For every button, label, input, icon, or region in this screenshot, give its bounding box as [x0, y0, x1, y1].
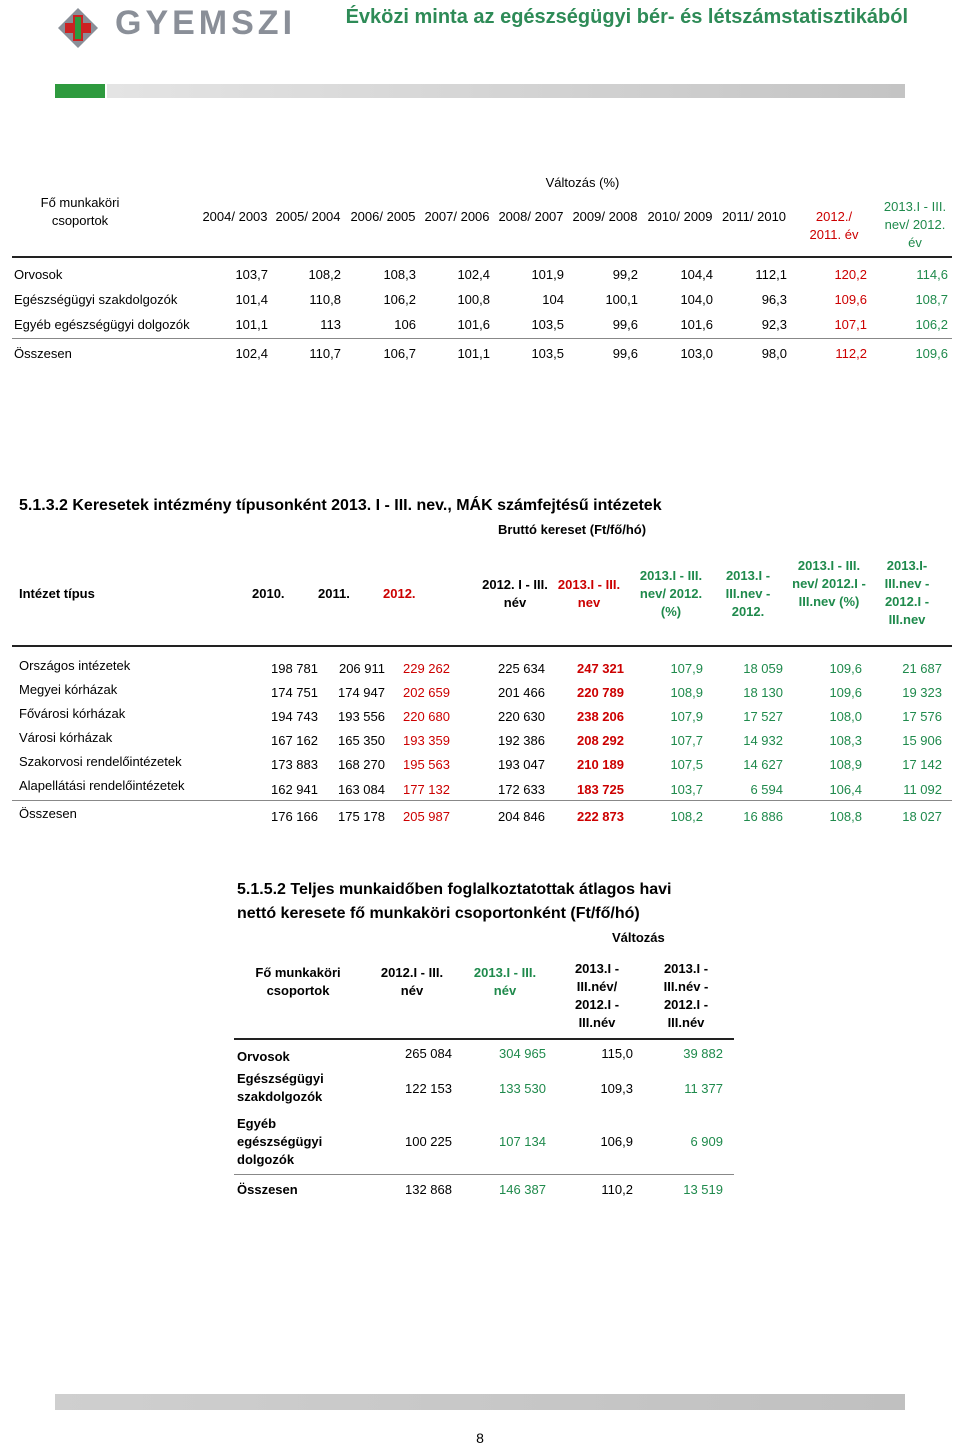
table2-cell: 183 725	[577, 782, 624, 797]
table2-cell: 195 563	[403, 757, 450, 772]
table2-header-rule	[12, 645, 952, 647]
table3-cell: 13 519	[683, 1182, 723, 1197]
table1-cell: 104,0	[680, 292, 713, 307]
table2-col-header: 2013.I - III. nev	[557, 577, 621, 610]
table1-cell: 101,1	[235, 317, 268, 332]
table2-cell: 176 166	[271, 809, 318, 824]
gyemszi-logo-icon	[56, 6, 100, 50]
table2-row-label: Országos intézetek	[19, 658, 131, 673]
table2-col-header: 2013.I - III.nev - 2012.	[725, 568, 771, 619]
table3-cell: 39 882	[683, 1046, 723, 1061]
table1-cell: 109,6	[915, 346, 948, 361]
table1-row-label: Orvosok	[14, 267, 63, 282]
page-number: 8	[476, 1430, 484, 1446]
table2-cell: 222 873	[577, 809, 624, 824]
table2-cell: 108,2	[670, 809, 703, 824]
table2-row-label: Fővárosi kórházak	[19, 706, 126, 721]
table1-cell: 110,7	[309, 346, 341, 361]
table2-row-label: Megyei kórházak	[19, 682, 118, 697]
table1-cell: 101,4	[235, 292, 268, 307]
table3-cell: 304 965	[499, 1046, 546, 1061]
table2-cell: 247 321	[577, 661, 624, 676]
table1-col-header: 2007/ 2006	[424, 209, 490, 224]
header-bar-grey	[107, 84, 905, 98]
table2-col-header: 2013.I - III. nev/ 2012. (%)	[639, 568, 703, 619]
table2-cell: 107,7	[670, 733, 703, 748]
table1-cell: 106,7	[383, 346, 416, 361]
table2-cell: 174 947	[338, 685, 385, 700]
table1-cell: 104	[542, 292, 564, 307]
table1-cell: 108,2	[308, 267, 341, 282]
table1-cell: 106,2	[915, 317, 948, 332]
table3-row-header: Fő munkaköri csoportok	[255, 965, 341, 998]
table3-col-header: 2013.I - III. név	[473, 965, 537, 998]
table2-cell: 14 627	[743, 757, 783, 772]
table1-col-header: 2006/ 2005	[350, 209, 416, 224]
table2-cell: 198 781	[271, 661, 318, 676]
table3-col-header: 2012.I - III. név	[380, 965, 444, 998]
table2-cell: 107,9	[670, 709, 703, 724]
table2-cell: 193 556	[338, 709, 385, 724]
table3-cell: 110,2	[601, 1182, 633, 1197]
table1-cell: 99,6	[612, 317, 638, 332]
table2-col-header: 2013.I - III. nev/ 2012.I - III.nev (%)	[792, 558, 866, 609]
table2-cell: 108,8	[829, 809, 862, 824]
table2-cell: 210 189	[577, 757, 624, 772]
table1-cell: 96,3	[761, 292, 787, 307]
table2-row-header: Intézet típus	[19, 586, 95, 601]
table2-cell: 14 932	[743, 733, 783, 748]
section3-title-line1: 5.1.5.2 Teljes munkaidőben foglalkoztatottak átlagos havi	[237, 881, 672, 898]
table1-cell: 113	[320, 317, 341, 332]
table3-cell: 106,9	[600, 1134, 633, 1149]
table1-row-header: Fő munkaköri csoportok	[40, 195, 120, 228]
table2-cell: 19 323	[902, 685, 942, 700]
table2-cell: 220 789	[577, 685, 624, 700]
table1-col-header: 2010/ 2009	[647, 209, 713, 224]
table2-cell: 205 987	[403, 809, 450, 824]
table3-row-label: Orvosok	[237, 1049, 290, 1064]
table1-cell: 106	[394, 317, 416, 332]
table2-cell: 208 292	[577, 733, 624, 748]
table2-cell: 173 883	[271, 757, 318, 772]
table3-cell: 132 868	[405, 1182, 452, 1197]
table2-cell: 172 633	[498, 782, 545, 797]
table2-cell: 108,9	[670, 685, 703, 700]
table1-col-header: 2012./ 2011. év	[809, 209, 859, 242]
table1-cell: 112,2	[835, 346, 867, 361]
table3-cell: 146 387	[499, 1182, 546, 1197]
table3-row-label: Egészségügyi szakdolgozók	[237, 1071, 324, 1104]
table2-cell: 6 594	[750, 782, 783, 797]
table2-cell: 16 886	[743, 809, 783, 824]
table2-row-label: Szakorvosi rendelőintézetek	[19, 754, 182, 769]
section2-title: 5.1.3.2 Keresetek intézmény típusonként 2013. I - III. nev., MÁK számfejtésű intézetek	[19, 497, 662, 514]
section2-subtitle: Bruttó kereset (Ft/fő/hó)	[498, 522, 647, 537]
table2-cell: 165 350	[338, 733, 385, 748]
table2-cell: 174 751	[271, 685, 318, 700]
section3-title-line2: nettó keresete fő munkaköri csoportonként (Ft/fő/hó)	[237, 905, 640, 922]
table2-cell: 168 270	[338, 757, 385, 772]
table1-cell: 103,5	[531, 346, 564, 361]
logo-text: GYEMSZI	[115, 4, 297, 42]
table2-col-header: 2011.	[318, 586, 350, 601]
table1-cell: 102,4	[235, 346, 268, 361]
table2-cell: 192 386	[498, 733, 545, 748]
table1-cell: 103,7	[235, 267, 268, 282]
table2-cell: 229 262	[403, 661, 450, 676]
table2-row-label: Alapellátási rendelőintézetek	[19, 778, 185, 793]
table1-row-label: Egyéb egészségügyi dolgozók	[14, 317, 190, 332]
table1-col-header: 2004/ 2003	[202, 209, 268, 224]
table3-cell: 100 225	[405, 1134, 452, 1149]
table2-cell: 103,7	[670, 782, 703, 797]
table1-cell: 108,7	[915, 292, 948, 307]
table1-col-header: 2005/ 2004	[275, 209, 341, 224]
table1-cell: 101,6	[457, 317, 490, 332]
table2-row-label: Összesen	[19, 806, 77, 821]
table1-col-header: 2009/ 2008	[572, 209, 638, 224]
table1-cell: 114,6	[916, 267, 948, 282]
table3-cell: 122 153	[405, 1081, 452, 1096]
table1-cell: 100,8	[457, 292, 490, 307]
table2-col-header: 2010.	[252, 586, 285, 601]
table2-cell: 107,5	[670, 757, 703, 772]
table2-cell: 162 941	[271, 782, 318, 797]
table2-cell: 107,9	[670, 661, 703, 676]
table1-cell: 109,6	[834, 292, 867, 307]
table3-row-label: Összesen	[237, 1182, 298, 1197]
table3-cell: 133 530	[499, 1081, 546, 1096]
table2-cell: 204 846	[498, 809, 545, 824]
footer-bar	[55, 1394, 905, 1410]
table3-cell: 265 084	[405, 1046, 452, 1061]
table1-cell: 101,9	[531, 267, 564, 282]
table2-cell: 108,9	[829, 757, 862, 772]
table3-cell: 6 909	[690, 1134, 723, 1149]
table1-row-label: Egészségügyi szakdolgozók	[14, 292, 178, 307]
table1-cell: 101,1	[457, 346, 490, 361]
table1-col-header: 2008/ 2007	[498, 209, 564, 224]
table2-cell: 175 178	[338, 809, 385, 824]
table1-row-label: Összesen	[14, 346, 72, 361]
table1-header-rule	[12, 256, 952, 258]
table2-cell: 177 132	[403, 782, 450, 797]
table3-cell: 11 377	[684, 1081, 723, 1096]
table2-col-header: 2013.I- III.nev - 2012.I - III.nev	[884, 558, 930, 627]
table1-cell: 101,6	[680, 317, 713, 332]
document-title: Évközi minta az egészségügyi bér- és létszámstatisztikából	[345, 6, 908, 28]
table2-cell: 11 092	[903, 782, 942, 797]
section3-group-header: Változás	[612, 930, 665, 945]
table2-col-header: 2012. I - III. név	[482, 577, 548, 610]
table3-header-rule	[234, 1038, 734, 1040]
table1-cell: 110,8	[309, 292, 341, 307]
table3-row-label: Egyéb egészségügyi dolgozók	[237, 1116, 323, 1167]
table2-total-rule	[12, 800, 952, 801]
table3-cell: 109,3	[600, 1081, 633, 1096]
table2-cell: 18 130	[743, 685, 783, 700]
table2-col-header: 2012.	[383, 586, 416, 601]
table2-cell: 225 634	[498, 661, 545, 676]
table1-cell: 120,2	[834, 267, 867, 282]
table3-total-rule	[234, 1174, 734, 1175]
table2-cell: 206 911	[338, 661, 385, 676]
table2-row-label: Városi kórházak	[19, 730, 113, 745]
table2-cell: 17 142	[902, 757, 942, 772]
table2-cell: 17 576	[902, 709, 942, 724]
table1-col-header: 2013.I - III. nev/ 2012. év	[883, 199, 947, 250]
table2-cell: 194 743	[271, 709, 318, 724]
table1-cell: 103,5	[531, 317, 564, 332]
table1-cell: 99,6	[612, 346, 638, 361]
table2-cell: 193 047	[498, 757, 545, 772]
table2-cell: 18 027	[902, 809, 942, 824]
table1-cell: 103,0	[680, 346, 713, 361]
table2-cell: 220 630	[498, 709, 545, 724]
table1-cell: 98,0	[761, 346, 787, 361]
table3-col-header: 2013.I - III.név/ 2012.I - III.név	[574, 961, 620, 1030]
table1-cell: 92,3	[761, 317, 787, 332]
table2-cell: 15 906	[902, 733, 942, 748]
table2-cell: 109,6	[829, 661, 862, 676]
table1-cell: 107,1	[834, 317, 867, 332]
table1-cell: 100,1	[605, 292, 638, 307]
table2-cell: 108,3	[829, 733, 862, 748]
table2-cell: 17 527	[743, 709, 783, 724]
table2-cell: 21 687	[902, 661, 942, 676]
table2-cell: 106,4	[829, 782, 862, 797]
table2-cell: 18 059	[743, 661, 783, 676]
table1-cell: 99,2	[612, 267, 638, 282]
table2-cell: 220 680	[403, 709, 450, 724]
table1-group-header: Változás (%)	[545, 175, 620, 190]
table1-cell: 112,1	[755, 267, 787, 282]
table3-cell: 115,0	[601, 1046, 633, 1061]
table2-cell: 193 359	[403, 733, 450, 748]
table2-cell: 201 466	[498, 685, 545, 700]
table3-col-header: 2013.I - III.név - 2012.I - III.név	[663, 961, 709, 1030]
table2-cell: 238 206	[577, 709, 624, 724]
table2-cell: 167 162	[271, 733, 318, 748]
table2-cell: 202 659	[403, 685, 450, 700]
table1-cell: 104,4	[680, 267, 713, 282]
table2-cell: 163 084	[338, 782, 385, 797]
table1-cell: 108,3	[383, 267, 416, 282]
table1-col-header: 2011/ 2010	[721, 209, 787, 224]
table1-total-rule	[12, 338, 952, 339]
header-bar-green	[55, 84, 105, 98]
table2-cell: 108,0	[829, 709, 862, 724]
table2-cell: 109,6	[829, 685, 862, 700]
table3-cell: 107 134	[499, 1134, 546, 1149]
table1-cell: 106,2	[383, 292, 416, 307]
table1-cell: 102,4	[457, 267, 490, 282]
